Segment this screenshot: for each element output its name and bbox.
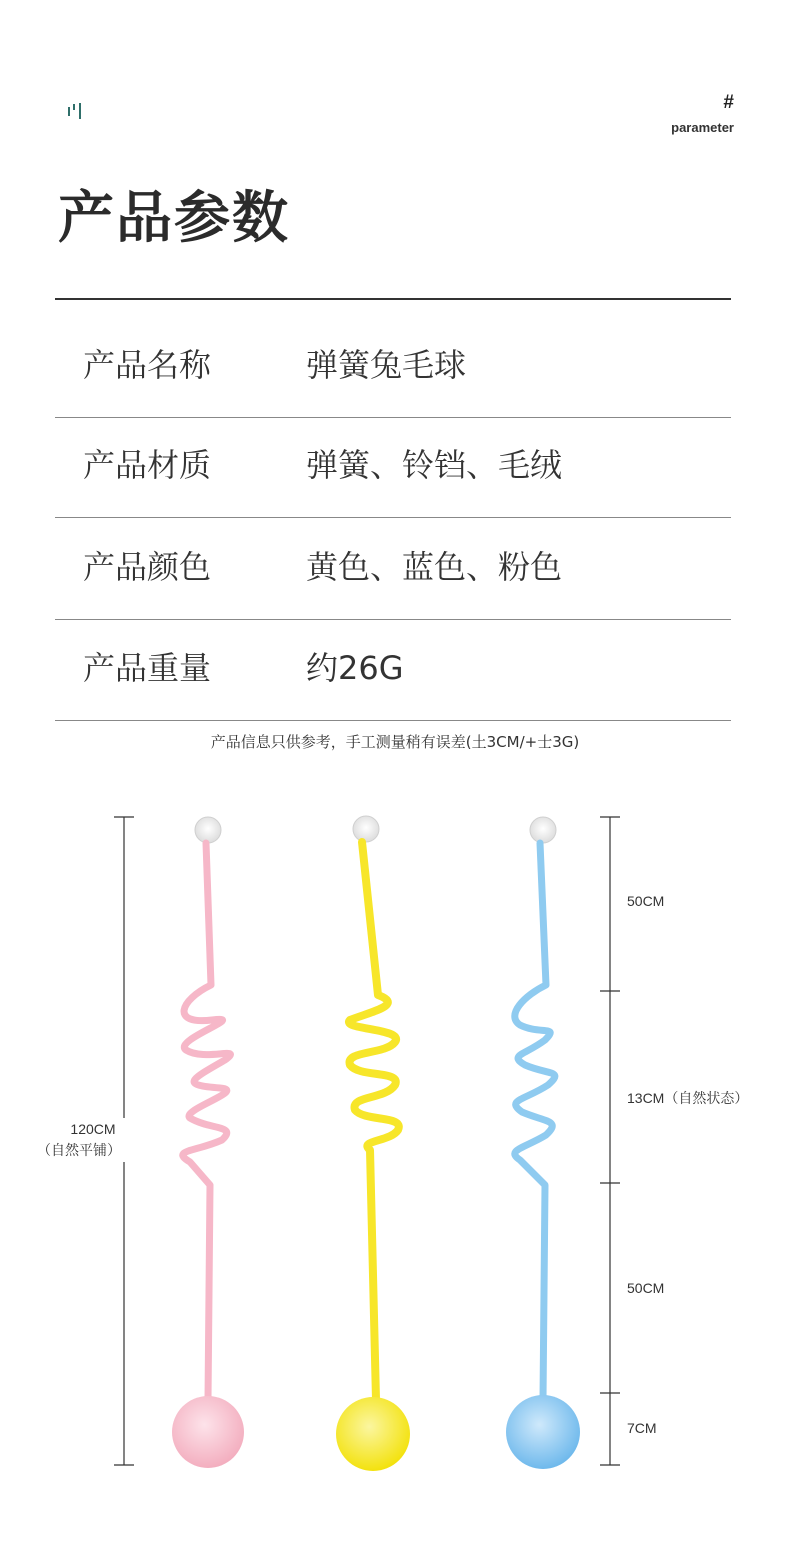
row-divider [55,517,731,518]
param-label: 产品材质 [83,446,212,484]
page-title: 产品参数 [58,186,290,251]
row-divider [55,720,731,721]
segment-label-spring: 13CM（自然状态） [627,1090,749,1106]
title-divider [55,298,731,300]
header-subtitle: parameter [671,120,734,135]
param-value: 黄色、蓝色、粉色 [306,548,563,586]
param-row-material [55,418,731,518]
param-value: 弹簧兔毛球 [306,346,467,384]
segment-label-ball: 7CM [627,1420,657,1436]
segment-label-top: 50CM [627,893,665,909]
param-value: 约26G [306,649,404,687]
param-label: 产品名称 [83,346,212,384]
row-divider [55,619,731,620]
segment-label-bottom: 50CM [627,1280,665,1296]
blue-toy-image [506,817,580,1469]
decorative-mark-icon [68,103,82,119]
total-length-indicator [37,817,134,1465]
param-row-name [55,318,731,418]
param-value: 弹簧、铃铛、毛绒 [306,446,563,484]
total-length-note: （自然平铺） [37,1142,121,1158]
param-label: 产品重量 [83,649,212,687]
measurement-note: 产品信息只供参考，手工测量稍有误差(土3CM/+士3G) [210,733,580,751]
param-row-weight [55,621,731,721]
param-row-color [55,520,731,620]
pink-toy-image [172,817,244,1468]
hash-mark: # [723,92,734,113]
param-label: 产品颜色 [83,548,212,586]
total-length-label: 120CM [70,1121,116,1137]
yellow-toy-image [336,816,410,1471]
segment-length-indicator [600,817,748,1465]
product-dimension-figure [0,800,790,1500]
